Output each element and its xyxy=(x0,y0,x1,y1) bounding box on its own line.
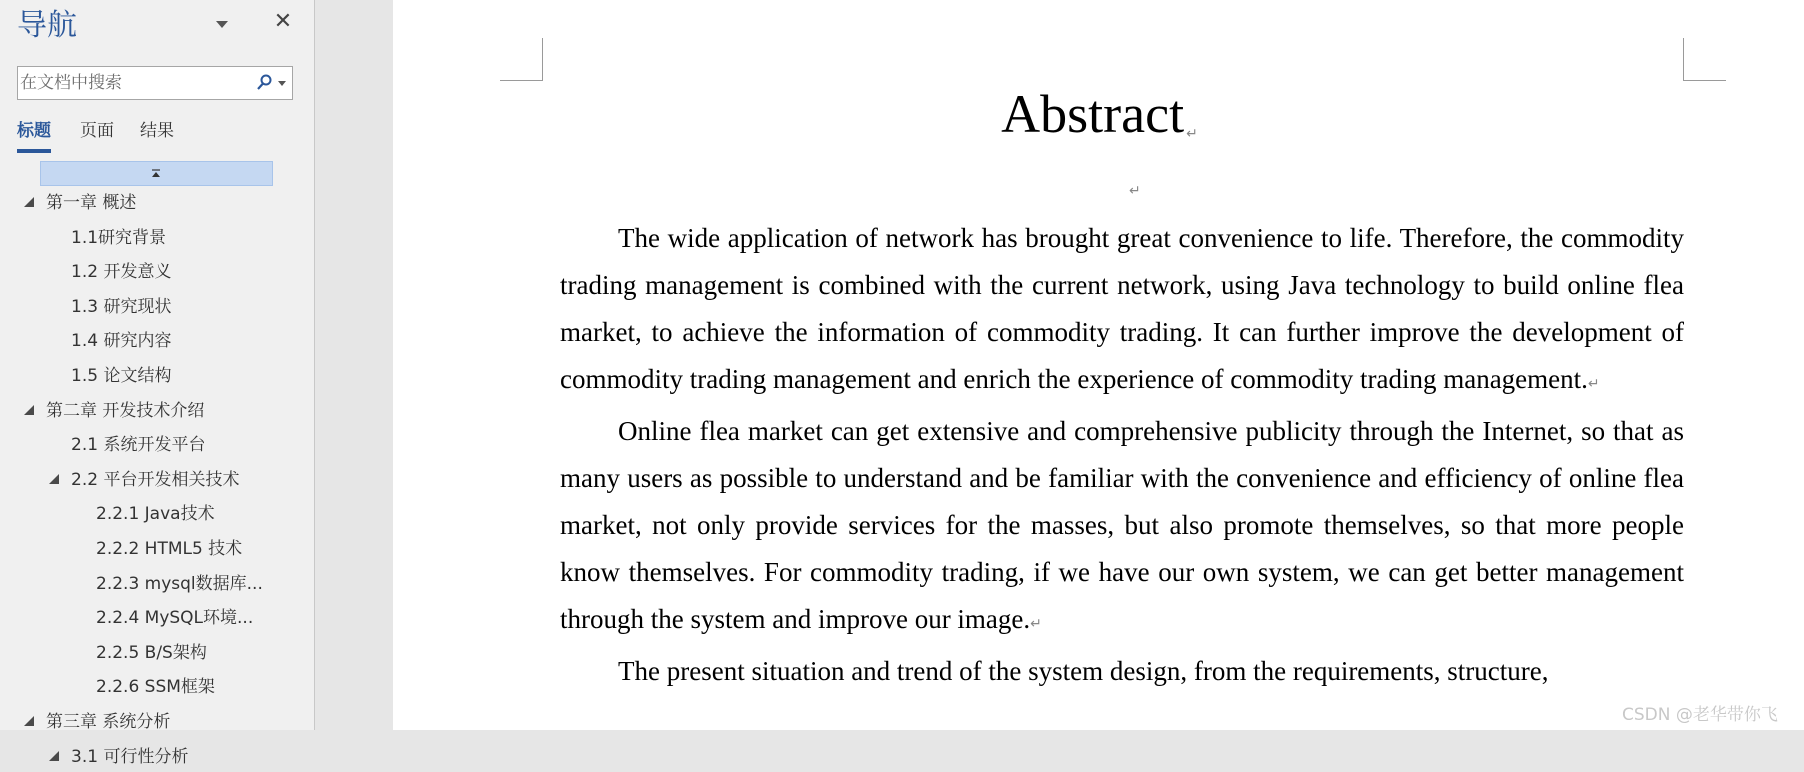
collapse-up-icon xyxy=(151,169,161,178)
expand-triangle-icon[interactable] xyxy=(24,197,34,207)
search-box[interactable] xyxy=(17,66,293,100)
title-text: Abstract xyxy=(1001,84,1185,144)
expand-triangle-icon[interactable] xyxy=(49,751,59,761)
tab-results[interactable]: 结果 xyxy=(140,121,174,141)
outline-heading-label: 1.5 论文结构 xyxy=(71,366,172,386)
nav-pane-title: 导航 xyxy=(17,8,77,43)
outline-heading-label: 2.2.2 HTML5 技术 xyxy=(96,539,243,559)
outline-heading-label: 2.2 平台开发相关技术 xyxy=(71,469,240,490)
navigation-pane xyxy=(0,0,315,767)
crop-mark-left xyxy=(500,38,543,81)
search-input[interactable] xyxy=(20,69,250,97)
chevron-down-icon xyxy=(216,21,228,28)
outline-heading-label: 1.2 开发意义 xyxy=(71,262,172,283)
outline-heading-label: 2.2.3 mysql数据库... xyxy=(96,573,263,594)
close-icon[interactable]: ✕ xyxy=(273,9,293,34)
outline-heading-label: 第二章 开发技术介绍 xyxy=(46,400,205,421)
expand-triangle-icon[interactable] xyxy=(49,474,59,484)
document-area[interactable] xyxy=(315,0,1804,730)
outline-heading-label: 1.4 研究内容 xyxy=(71,331,172,352)
outline-heading-label: 2.2.5 B/S架构 xyxy=(96,642,207,663)
paragraph-mark-icon: ↵ xyxy=(1129,183,1141,199)
paragraph-text: The wide application of network has brought great convenience to life. Therefore, the commodity trading management is combined with the current network, using Java technology to build online flea market, to achieve the information of commodity trading. It can further improve the development of commodity trading management and enrich the experience of commodity trading management. xyxy=(560,223,1684,394)
tab-headings[interactable]: 标题 xyxy=(17,118,51,144)
watermark: CSDN @老华带你飞 xyxy=(1622,705,1778,725)
document-page[interactable] xyxy=(393,0,1804,730)
paragraph-mark-icon: ↵ xyxy=(1030,616,1042,632)
document-body[interactable] xyxy=(560,215,1684,695)
outline-heading-label: 第一章 概述 xyxy=(46,193,137,213)
outline-heading-label: 1.3 研究现状 xyxy=(71,296,172,317)
nav-options-dropdown[interactable] xyxy=(212,14,232,34)
paragraph-text: Online flea market can get extensive and comprehensive publicity through the Internet, so that as many users as possible to understand and be familiar with the convenience and efficiency of online flea market, not only provide services for the masses, but also promote themselves, so that more people know themselves. For commodity trading, if we have our own system, we can get better management through the system and improve our image. xyxy=(560,416,1684,634)
paragraph-text: The present situation and trend of the system design, from the requirements, structure, xyxy=(618,656,1549,686)
outline-heading-label: 2.2.6 SSM框架 xyxy=(96,677,215,698)
expand-triangle-icon[interactable] xyxy=(24,716,34,726)
search-icon[interactable] xyxy=(254,73,274,93)
body-paragraph xyxy=(560,215,1684,408)
outline-heading-label: 2.2.4 MySQL环境... xyxy=(96,608,254,629)
crop-mark-right xyxy=(1683,38,1726,81)
search-options-chevron-icon[interactable] xyxy=(278,81,286,86)
expand-triangle-icon[interactable] xyxy=(24,405,34,415)
paragraph-mark-icon: ↵ xyxy=(1186,126,1198,142)
outline-heading-label: 1.1研究背景 xyxy=(71,227,167,248)
outline-heading-label: 2.1 系统开发平台 xyxy=(71,435,206,456)
paragraph-mark-icon: ↵ xyxy=(1587,376,1600,392)
scroll-to-top-button[interactable] xyxy=(40,161,273,186)
document-title xyxy=(393,78,1804,164)
tab-pages[interactable]: 页面 xyxy=(80,121,114,141)
body-paragraph xyxy=(560,408,1684,648)
body-paragraph xyxy=(560,648,1684,695)
outline-heading-label: 第三章 系统分析 xyxy=(46,712,171,732)
outline-heading-label: 2.2.1 Java技术 xyxy=(96,504,215,525)
outline-heading-label: 3.1 可行性分析 xyxy=(71,746,189,767)
